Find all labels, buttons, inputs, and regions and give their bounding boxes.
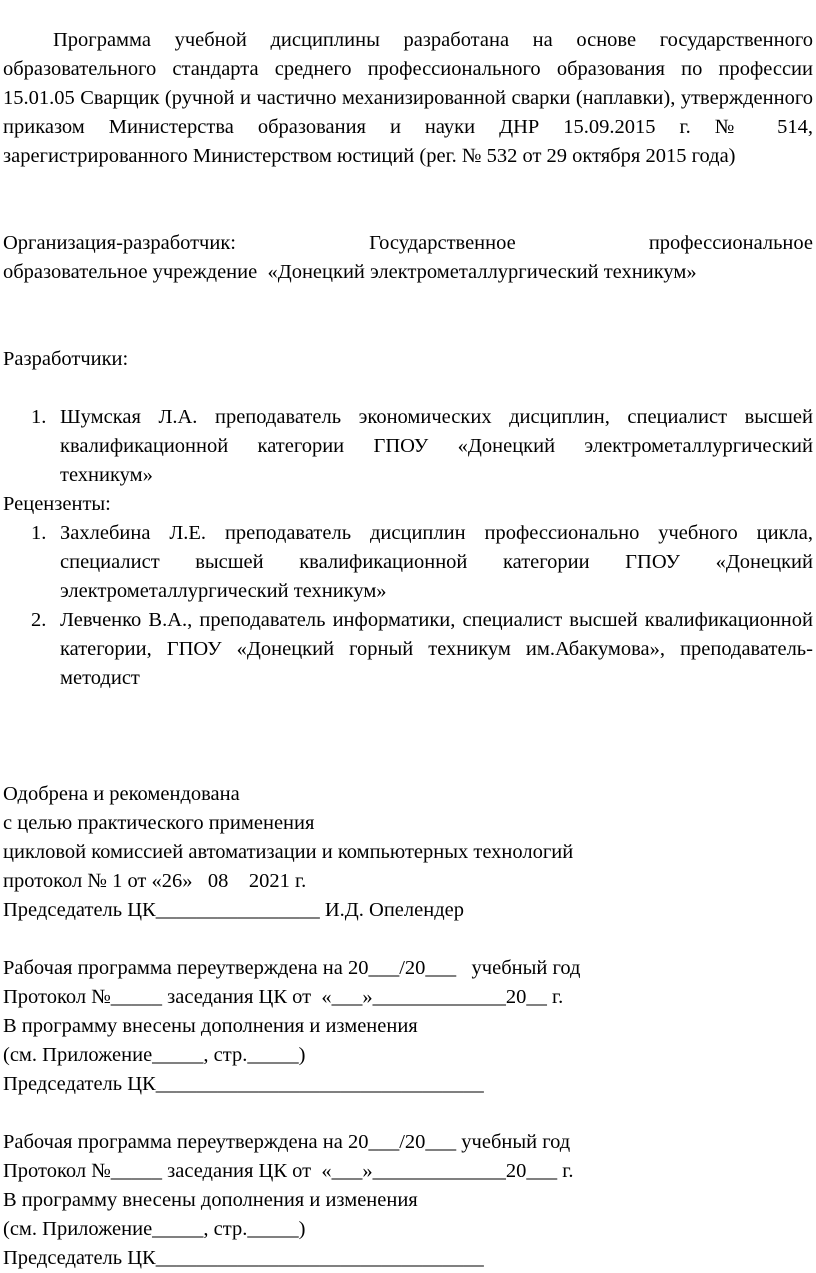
organization-block [3,229,813,287]
organization-line-2: образовательное учреждение «Донецкий электрометаллургический техникум» [3,261,697,283]
reapproval-line-2: Протокол №_____ заседания ЦК от «___»_____________20___ г. [3,1160,574,1182]
approval-line-5: Председатель ЦК________________ И.Д. Опелендер [3,899,464,921]
approval-line-2: с целью практического применения [3,812,315,834]
reapproval-line-5: Председатель ЦК________________________________ [3,1073,484,1095]
document-page [3,26,813,1273]
reapproval-line-3: В программу внесены дополнения и изменения [3,1189,418,1211]
developers-list [3,403,813,490]
organization-line-1: Организация-разработчик: Государственное профессиональное [3,232,813,254]
list-item [3,403,813,490]
list-item [3,606,813,693]
approval-line-4: протокол № 1 от «26» 08 2021 г. [3,870,307,892]
reviewer-text: Левченко В.А., преподаватель информатики, специалист высшей квалификационной категории, ГПОУ «Донецкий горный техникум им.Абакумова», преподаватель-методист [60,609,813,689]
reapproval-block-1 [3,954,813,1099]
reapproval-line-2: Протокол №_____ заседания ЦК от «___»_____________20__ г. [3,986,564,1008]
reviewers-block [3,490,813,693]
approval-line-1: Одобрена и рекомендована [3,783,240,805]
reapproval-line-1: Рабочая программа переутверждена на 20___/20___ учебный год [3,1131,571,1153]
reviewers-heading: Рецензенты: [3,493,111,515]
reapproval-line-1: Рабочая программа переутверждена на 20___/20___ учебный год [3,957,581,979]
list-number: 1. [31,406,47,428]
developers-heading: Разработчики: [3,348,129,370]
list-number: 1. [31,522,47,544]
reapproval-line-4: (см. Приложение_____, стр._____) [3,1044,306,1066]
list-number: 2. [31,609,47,631]
developer-text: Шумская Л.А. преподаватель экономических дисциплин, специалист высшей квалификационной категории ГПОУ «Донецкий электрометаллургический техникум» [60,406,813,486]
intro-paragraph: Программа учебной дисциплины разработана на основе государственного образовательного стандарта среднего профессионального образования по профессии 15.01.05 Сварщик (ручной и частично механизированной сварки (наплавки), утвержденного приказом Министерства образования и науки ДНР 15.09.2015 г. № 514, зарегистрированного Министерством юстиций (рег. № 532 от 29 октября 2015 года) [3,29,813,167]
list-item [3,519,813,606]
reviewers-list [3,519,813,693]
reviewer-text: Захлебина Л.Е. преподаватель дисциплин профессионально учебного цикла, специалист высшей квалификационной категории ГПОУ «Донецкий электрометаллургический техникум» [60,522,813,602]
developers-block [3,345,813,490]
reapproval-line-3: В программу внесены дополнения и изменения [3,1015,418,1037]
approval-block [3,780,813,925]
reapproval-line-5: Председатель ЦК________________________________ [3,1247,484,1269]
reapproval-line-4: (см. Приложение_____, стр._____) [3,1218,306,1240]
reapproval-block-2 [3,1128,813,1273]
approval-line-3: цикловой комиссией автоматизации и компьютерных технологий [3,841,574,863]
